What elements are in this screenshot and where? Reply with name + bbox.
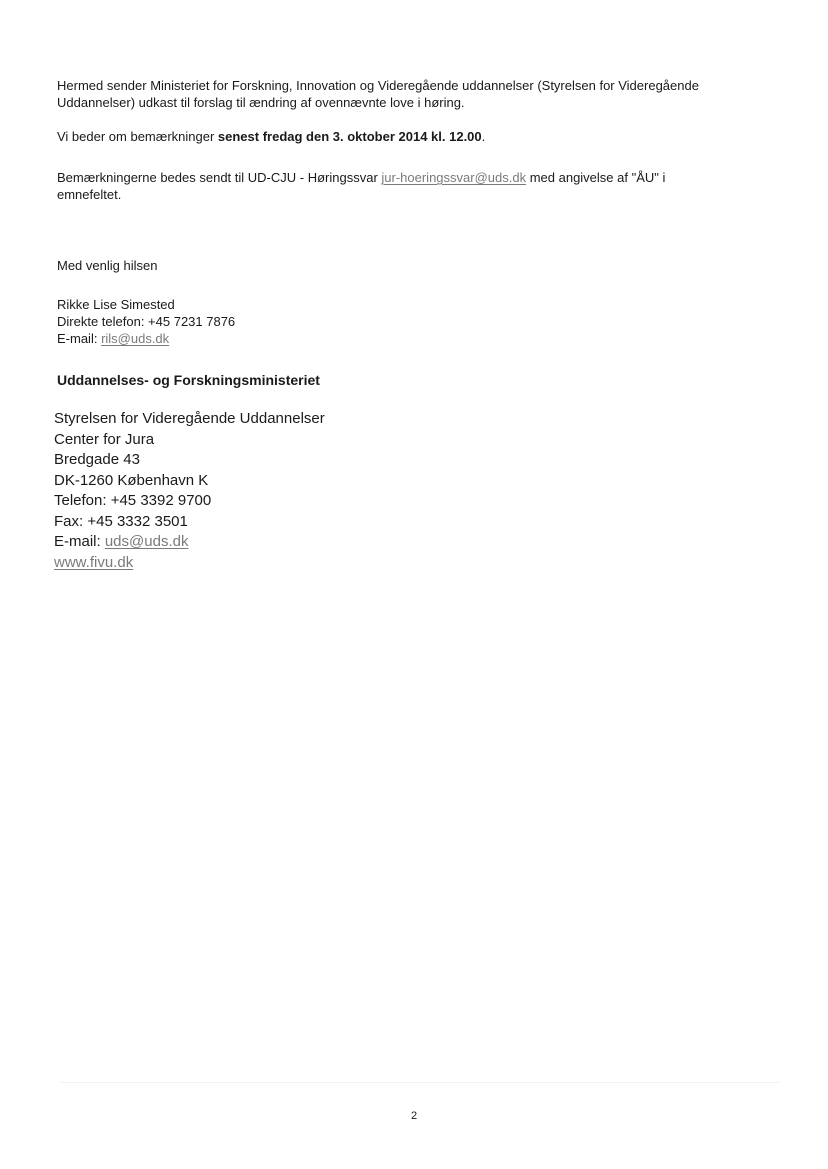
agency-center: Center for Jura [54,430,155,448]
submission-prefix: Bemærkningerne bedes sendt til UD-CJU - Høringssvar [57,170,382,185]
agency-fax: Fax: +45 3332 3501 [54,512,188,530]
deadline-prefix: Vi beder om bemærkninger [57,129,218,144]
intro-paragraph [57,77,699,111]
submission-paragraph [57,169,665,203]
intro-line-2: Uddannelser) udkast til forslag til ændring af ovennævnte love i høring. [57,95,465,110]
deadline-date: senest fredag den 3. oktober 2014 kl. 12.00 [217,129,482,144]
intro-line-1: Hermed sender Ministeriet for Forskning, Innovation og Videregående uddannelser (Styrelsen for Videregående [57,78,699,93]
footer-divider [60,1082,780,1083]
ministry-heading [57,371,320,390]
ministry-name: Uddannelses- og Forskningsministeriet [57,372,320,388]
sender-email-line [57,330,235,347]
agency-phone: Telefon: +45 3392 9700 [54,492,212,509]
sender-block [57,296,235,347]
agency-email-link[interactable]: uds@uds.dk [104,533,189,550]
agency-email-line [54,532,325,553]
deadline-suffix: . [481,129,486,144]
agency-name: Styrelsen for Videregående Uddannelser [54,410,325,427]
agency-street: Bredgade 43 [54,451,140,468]
submission-suffix: med angivelse af "ÅU" i [526,170,666,185]
page-number: 2 [410,1110,418,1122]
deadline-paragraph [57,128,485,145]
sender-email-link[interactable]: rils@uds.dk [101,331,170,346]
submission-line-2: emnefeltet. [57,187,122,202]
closing-text: Med venlig hilsen [57,258,158,273]
submission-line-1 [57,169,665,186]
sender-phone: Direkte telefon: +45 7231 7876 [57,314,236,329]
deadline-line [57,128,485,145]
sender-email-label: E-mail: [57,331,102,346]
sender-name: Rikke Lise Simested [57,297,175,312]
closing-greeting [57,257,157,274]
agency-email-label: E-mail: [54,533,105,550]
agency-block [54,409,325,573]
agency-city: DK-1260 København K [54,471,209,489]
agency-website-line [54,553,325,574]
submission-email-link[interactable]: jur-hoeringssvar@uds.dk [381,170,527,185]
agency-website-link[interactable]: www.fivu.dk [54,553,134,571]
